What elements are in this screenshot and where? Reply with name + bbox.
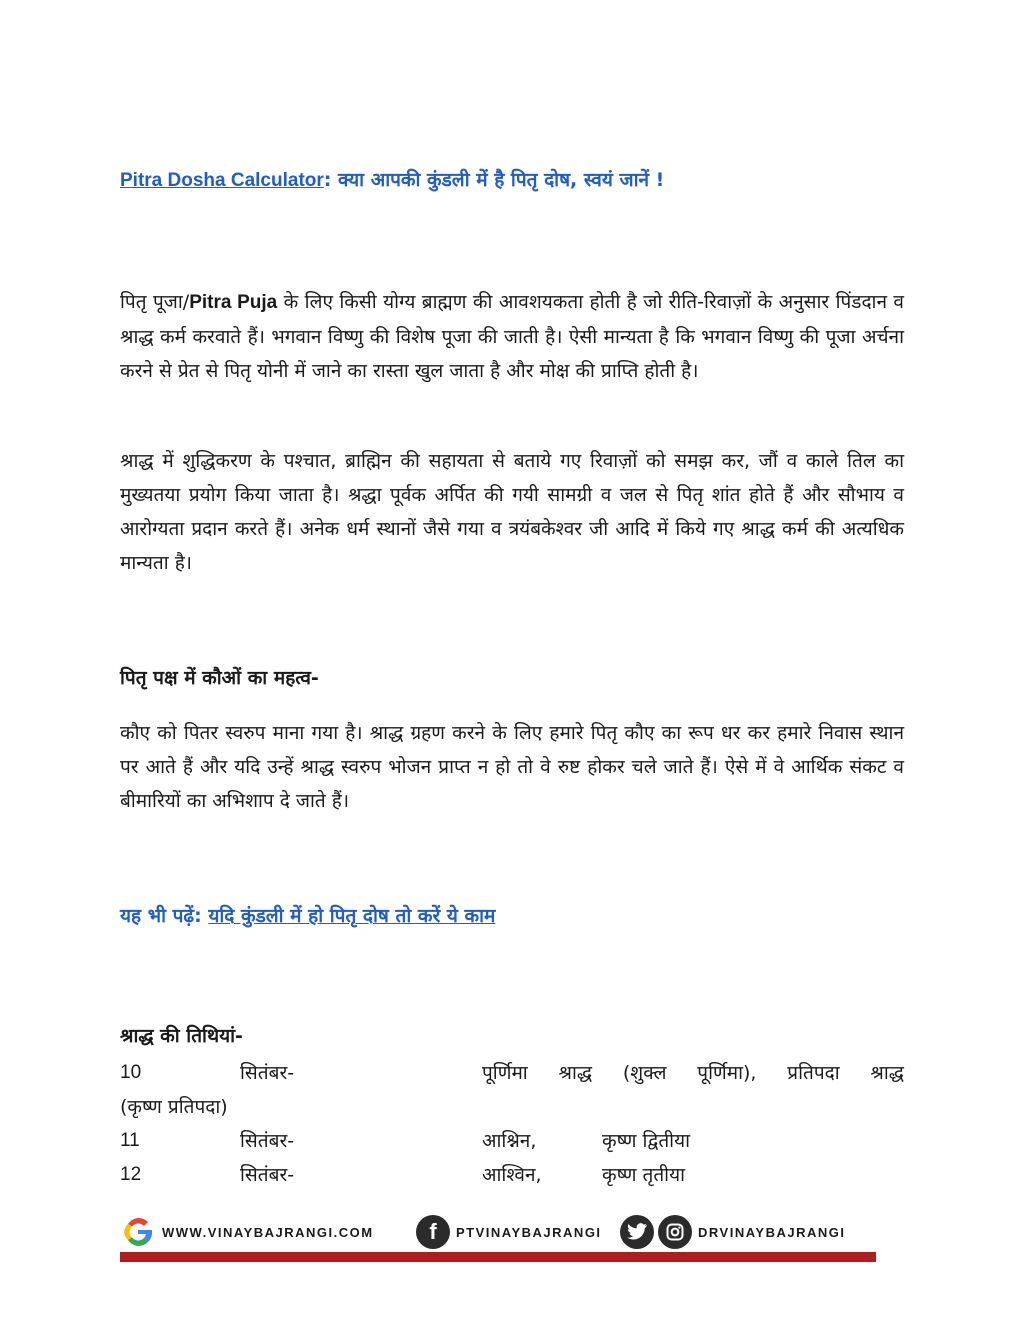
date-row bbox=[120, 1056, 904, 1090]
dates-heading: श्राद्ध की तिथियां- bbox=[120, 1025, 243, 1047]
date-month-name: आश्निन, bbox=[482, 1130, 537, 1152]
social-text: DRVINAYBAJRANGI bbox=[698, 1224, 846, 1240]
twitter-icon bbox=[620, 1215, 654, 1249]
read-also bbox=[120, 902, 495, 928]
p1-post: के लिए किसी योग्य ब्राह्मण की आवशयकता होती है जो रीति-रिवाज़ों के अनुसार पिंडदान व श्राद्ध कर्म करवाते हैं। भगवान विष्णु की विशेष पूजा की जाती है। ऐसी मान्यता है कि भगवान विष्णु की पूजा अर्चना करने से प्रेत से पितृ योनी में जाने का रास्ता खुल जाता है और मोक्ष की प्राप्ति होती है। bbox=[120, 291, 905, 382]
pitra-puja-paragraph bbox=[120, 285, 904, 388]
date-day: 10 bbox=[120, 1062, 142, 1083]
facebook-icon: f bbox=[416, 1215, 450, 1249]
date-day: 12 bbox=[120, 1164, 142, 1185]
crows-heading: पितृ पक्ष में कौओं का महत्व- bbox=[120, 667, 319, 689]
crows-paragraph: कौए को पितर स्वरुप माना गया है। श्राद्ध ग्रहण करने के लिए हमारे पितृ कौए का रूप धर कर हमारे निवास स्थान पर आते हैं और यदि उन्हें श्राद्ध स्वरुप भोजन प्राप्त न हो तो वे रुष्ट होकर चले जाते हैं। ऐसे में वे आर्थिक संकट व बीमारियों का अभिशाप दे जाते हैं। bbox=[120, 722, 904, 812]
read-also-label: यह भी पढ़ें: bbox=[120, 905, 209, 927]
facebook-text: PTVINAYBAJRANGI bbox=[456, 1224, 602, 1240]
date-description-continued: (कृष्ण प्रतिपदा) bbox=[120, 1096, 228, 1118]
read-also-link[interactable]: यदि कुंडली में हो पितृ दोष तो करें ये काम bbox=[208, 905, 496, 927]
footer-facebook[interactable] bbox=[416, 1214, 602, 1250]
date-description: पूर्णिमा श्राद्ध (शुक्ल पूर्णिमा), प्रतिपदा श्राद्ध bbox=[482, 1062, 904, 1084]
website-text: WWW.VINAYBAJRANGI.COM bbox=[162, 1224, 374, 1240]
date-tithi: कृष्ण द्वितीया bbox=[602, 1130, 691, 1152]
instagram-icon bbox=[658, 1215, 692, 1249]
date-day: 11 bbox=[120, 1130, 140, 1151]
calculator-title bbox=[120, 166, 664, 192]
p1-bold: Pitra Puja bbox=[189, 292, 278, 313]
google-icon bbox=[120, 1214, 156, 1250]
footer-website[interactable] bbox=[120, 1214, 374, 1250]
date-tithi: कृष्ण तृतीया bbox=[602, 1164, 686, 1186]
shraddh-dates-list bbox=[120, 1056, 904, 1192]
date-row bbox=[120, 1158, 904, 1192]
footer-banner bbox=[120, 1214, 876, 1262]
date-row bbox=[120, 1124, 904, 1158]
p1-pre: पितृ पूजा/ bbox=[120, 291, 190, 313]
calculator-link[interactable]: Pitra Dosha Calculator bbox=[120, 170, 324, 191]
shraddh-paragraph: श्राद्ध में शुद्धिकरण के पश्चात, ब्राह्मिन की सहायता से बताये गए रिवाज़ों को समझ कर, जौं व काले तिल का मुख्यतया प्रयोग किया जाता है। श्रद्धा पूर्वक अर्पित की गयी सामग्री व जल से पितृ शांत होते हैं और सौभाय व आरोग्यता प्रदान करते हैं। अनेक धर्म स्थानों जैसे गया व त्रयंबकेश्वर जी आदि में किये गए श्राद्ध कर्म की अत्यधिक मान्यता है। bbox=[120, 450, 904, 574]
footer-social[interactable] bbox=[620, 1214, 845, 1250]
date-month: सितंबर- bbox=[240, 1062, 295, 1084]
date-month: सितंबर- bbox=[240, 1130, 295, 1152]
date-month: सितंबर- bbox=[240, 1164, 295, 1186]
date-month-name: आश्विन, bbox=[482, 1164, 542, 1186]
calculator-title-rest: : क्या आपकी कुंडली में है पितृ दोष, स्वयं जानें ! bbox=[323, 169, 665, 191]
footer-red-bar bbox=[120, 1252, 876, 1262]
